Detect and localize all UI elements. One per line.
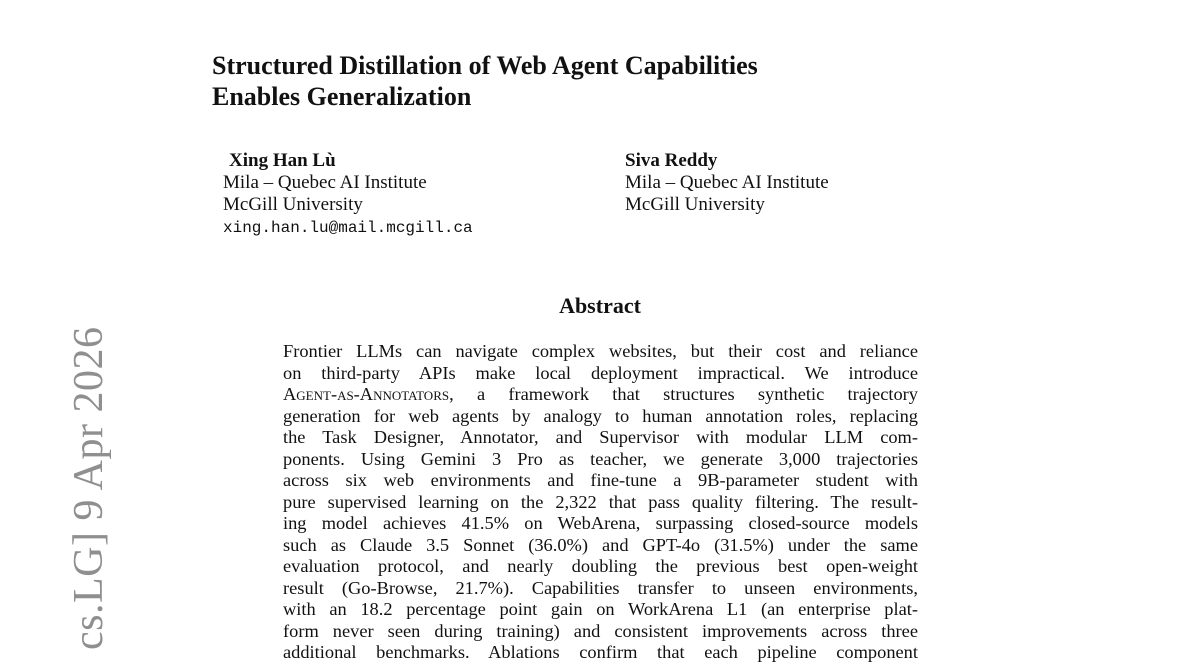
abstract-line: the Task Designer, Annotator, and Supervisor with modular LLM com-: [283, 427, 918, 447]
abstract-line: Frontier LLMs can navigate complex websites, but their cost and reliance: [283, 341, 918, 361]
framework-name: Agent-as-Annotators: [283, 384, 450, 404]
abstract-line: across six web environments and fine-tune a 9B-parameter student with: [283, 470, 918, 490]
author-block: [223, 150, 473, 239]
author-name: Xing Han Lù: [229, 150, 336, 171]
abstract-line: additional benchmarks. Ablations confirm that each pipeline component: [283, 642, 918, 662]
abstract-body: [283, 341, 918, 664]
abstract-line: evaluation protocol, and nearly doubling the previous best open-weight: [283, 556, 918, 576]
arxiv-stamp: cs.LG] 9 Apr 2026: [66, 326, 112, 650]
author-affiliation: Mila – Quebec AI Institute: [223, 172, 427, 193]
author-name: Siva Reddy: [625, 150, 718, 171]
abstract-line: form never seen during training) and consistent improvements across three: [283, 620, 918, 641]
abstract-heading: Abstract: [559, 293, 641, 318]
abstract-line: pure supervised learning on the 2,322 that pass quality filtering. The result-: [283, 491, 918, 512]
paper-title: [212, 50, 972, 112]
paper-title-line: Enables Generalization: [212, 82, 472, 111]
author-email[interactable]: xing.han.lu@mail.mcgill.ca: [223, 219, 473, 237]
author-affiliation: Mila – Quebec AI Institute: [625, 172, 829, 193]
abstract-line: Agent-as-Annotators, a framework that structures synthetic trajectory: [283, 384, 918, 404]
abstract-line: result (Go-Browse, 21.7%). Capabilities transfer to unseen environments,: [283, 577, 918, 598]
author-block: [625, 150, 829, 216]
abstract-line: such as Claude 3.5 Sonnet (36.0%) and GPT-4o (31.5%) under the same: [283, 534, 918, 555]
abstract-line: with an 18.2 percentage point gain on WorkArena L1 (an enterprise plat-: [283, 599, 918, 619]
abstract-line: on third-party APIs make local deployment impractical. We introduce: [283, 362, 918, 383]
author-affiliation: McGill University: [625, 194, 765, 215]
abstract-line: generation for web agents by analogy to human annotation roles, replacing: [283, 405, 918, 426]
abstract-line: ponents. Using Gemini 3 Pro as teacher, we generate 3,000 trajectories: [283, 448, 918, 469]
author-affiliation: McGill University: [223, 194, 363, 215]
abstract-line: ing model achieves 41.5% on WebArena, surpassing closed-source models: [283, 513, 918, 533]
paper-title-line: Structured Distillation of Web Agent Capabilities: [212, 51, 758, 80]
